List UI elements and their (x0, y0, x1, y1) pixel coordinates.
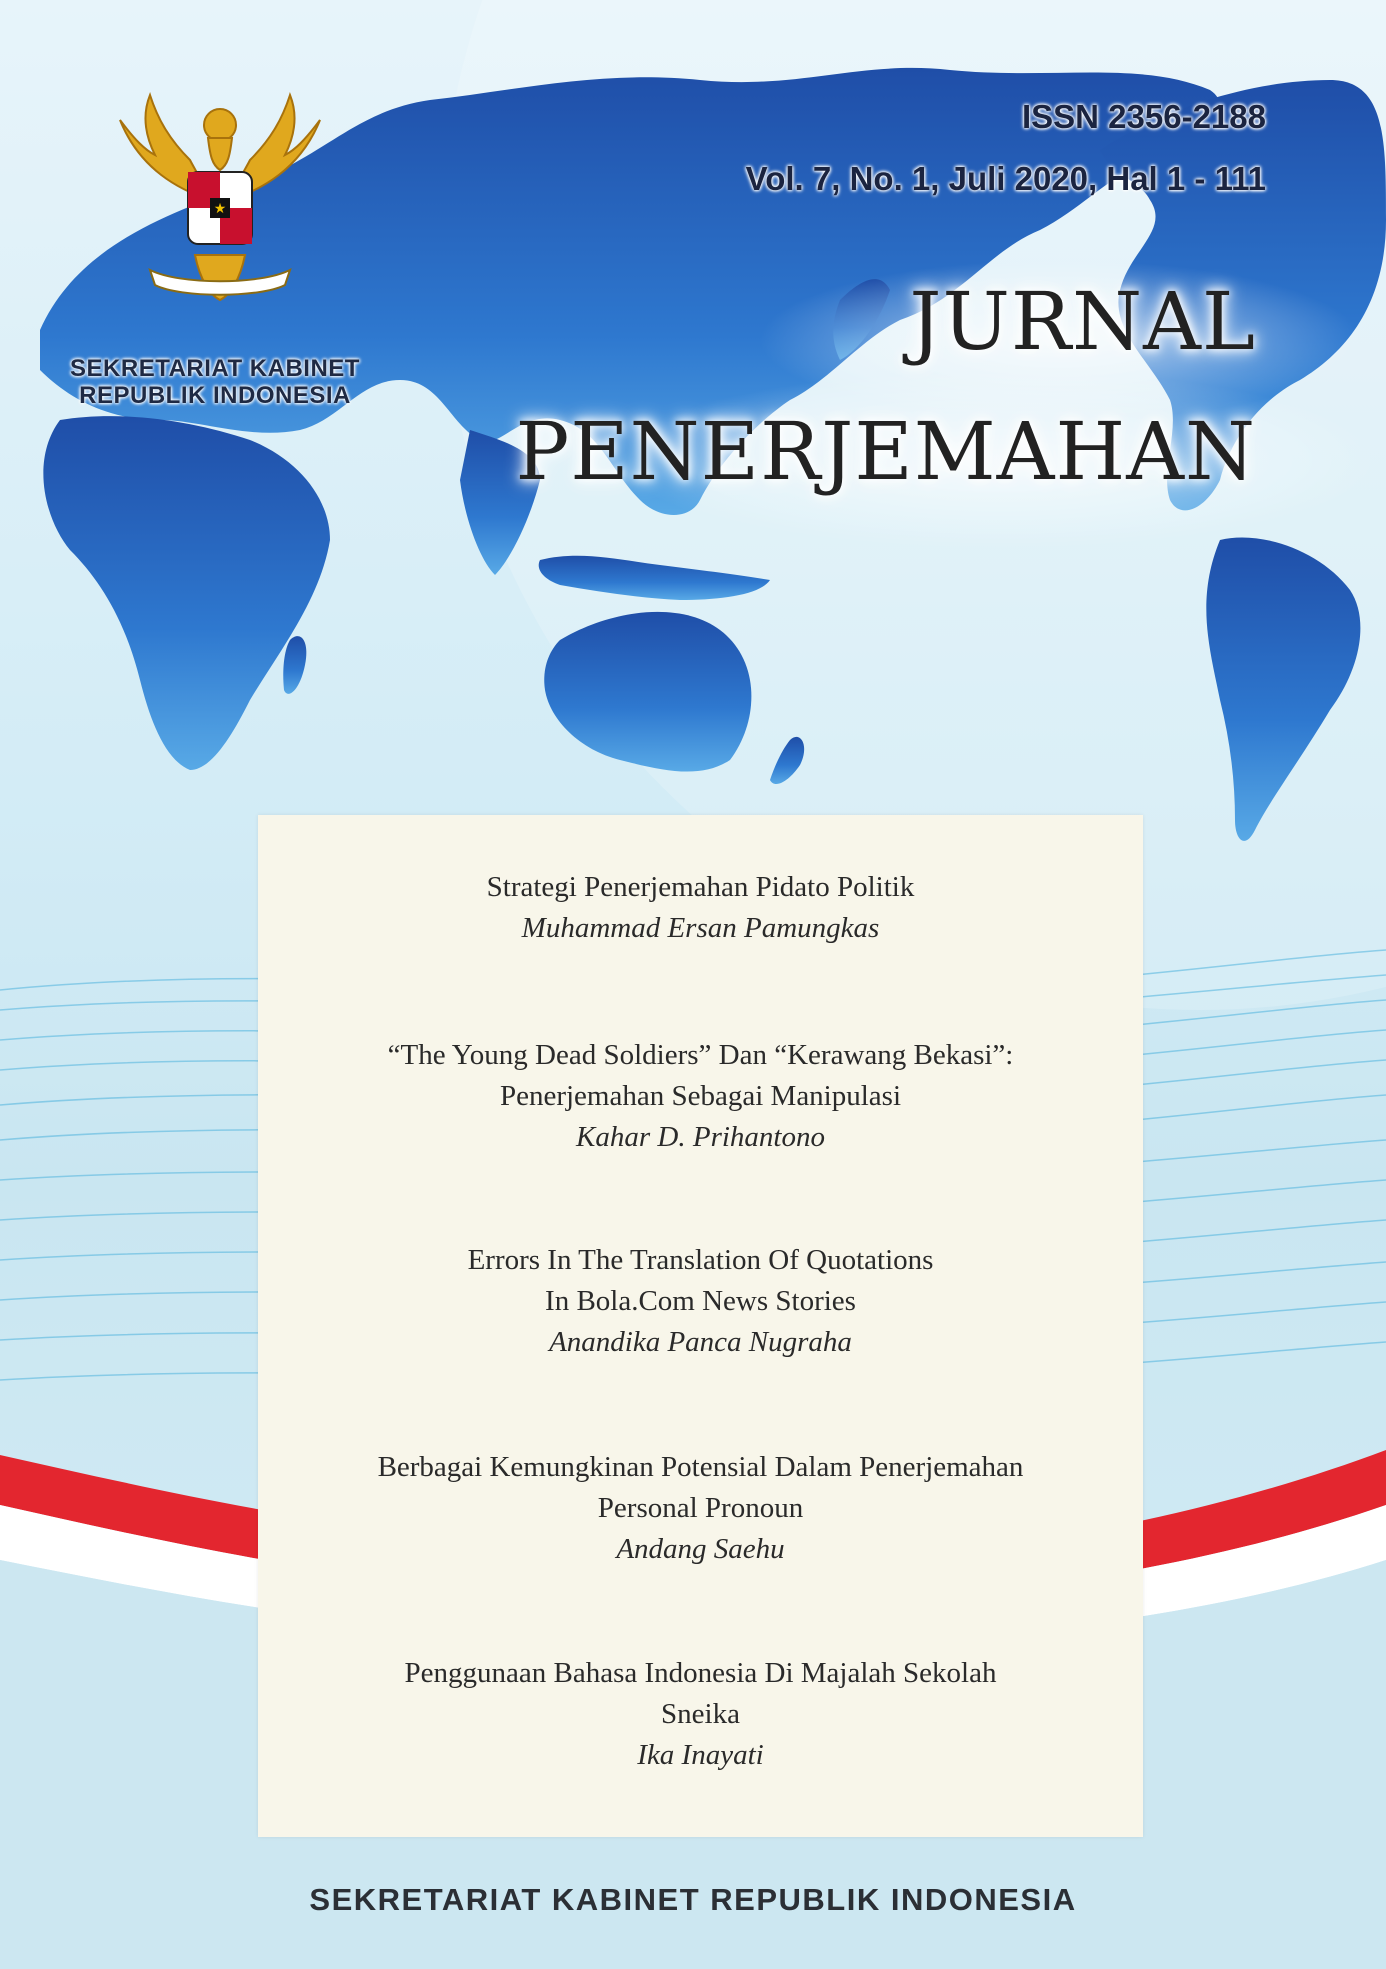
garuda-emblem-icon (100, 80, 340, 310)
article-3 (258, 1240, 1143, 1363)
article-author: Kahar D. Prihantono (576, 1121, 825, 1153)
article-author: Andang Saehu (616, 1533, 785, 1565)
article-title: Berbagai Kemungkinan Potensial Dalam Penerjemahan (377, 1451, 1024, 1483)
africa-landmass (43, 416, 330, 770)
article-title: Penggunaan Bahasa Indonesia Di Majalah Sekolah (404, 1657, 997, 1689)
table-of-contents (258, 815, 1143, 1837)
publisher-top (55, 355, 375, 409)
head (204, 109, 236, 141)
volume-info: Vol. 7, No. 1, Juli 2020, Hal 1 - 111 (745, 160, 1266, 197)
publisher-line-2: REPUBLIK INDONESIA (79, 382, 351, 409)
article-author: Ika Inayati (637, 1739, 764, 1771)
article-title: “The Young Dead Soldiers” Dan “Kerawang Bekasi”: (387, 1039, 1014, 1071)
article-1 (258, 867, 1143, 949)
journal-title-line-2: PENERJEMAHAN (515, 405, 1256, 498)
article-title-line-2: In Bola.Com News Stories (545, 1285, 856, 1317)
australia-landmass (544, 612, 751, 772)
article-author: Muhammad Ersan Pamungkas (521, 912, 880, 944)
article-title: Strategi Penerjemahan Pidato Politik (486, 871, 915, 903)
publisher-line-1: SEKRETARIAT KABINET (70, 355, 360, 382)
article-title: Errors In The Translation Of Quotations (467, 1244, 934, 1276)
publisher-footer: SEKRETARIAT KABINET REPUBLIK INDONESIA (309, 1882, 1077, 1917)
article-5 (258, 1653, 1143, 1776)
issn-number: ISSN 2356-2188 (1021, 98, 1266, 135)
neck (208, 138, 232, 170)
article-title-line-2: Penerjemahan Sebagai Manipulasi (499, 1080, 902, 1112)
star-icon: ★ (213, 201, 227, 217)
article-title-line-2: Personal Pronoun (597, 1492, 804, 1524)
madagascar-landmass (283, 636, 306, 694)
article-4 (258, 1447, 1143, 1570)
article-2 (258, 1035, 1143, 1158)
journal-title-line-1: JURNAL (909, 275, 1256, 368)
article-author: Anandika Panca Nugraha (549, 1326, 852, 1358)
article-title-line-2: Sneika (661, 1698, 740, 1730)
